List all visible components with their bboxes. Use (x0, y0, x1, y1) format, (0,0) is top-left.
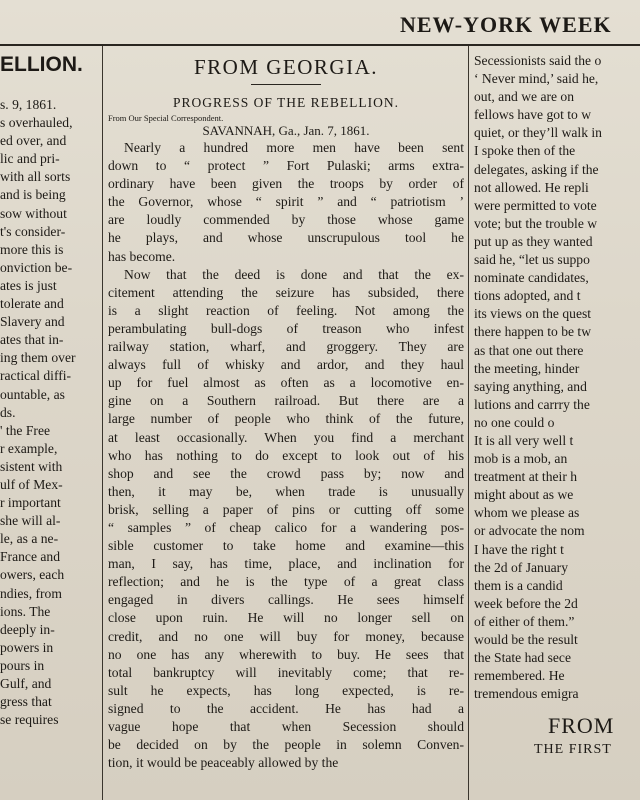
text-line: saying anything, and (474, 378, 587, 394)
text-line: always full of whisky and ardor, and they haul (108, 357, 464, 373)
text-line: shop and see the crowd pass by; now and (108, 465, 464, 481)
text-line: sible customer to take home and examine—this (108, 538, 464, 554)
text-line: as that one out there (474, 342, 584, 358)
text-line: is a slight reaction of feeling. Not among the (108, 302, 464, 318)
text-line: total bankruptcy will inevitably come; that re- (108, 664, 464, 680)
text-line: of either of them.” (474, 613, 575, 629)
text-line: ulf of Mex- (0, 476, 63, 492)
column-rule-left (102, 46, 103, 800)
text-line: gress that (0, 694, 52, 710)
text-line: lutions and carrry the (474, 396, 590, 412)
text-line: credit, and no one will buy for money, because (108, 628, 464, 644)
text-line: Nearly a hundred more men have been sent (124, 140, 464, 155)
text-line: be decided on by the people in solemn Conven- (108, 737, 464, 753)
text-line: might about as we (474, 487, 574, 503)
text-line: large number of people who think of the future, (108, 411, 464, 427)
text-line: I have the right t (474, 541, 564, 557)
text-line: signed to the accident. He has had a (108, 700, 464, 716)
text-line: week before the 2d (474, 595, 578, 611)
article-column (108, 52, 464, 800)
text-line: tolerate and (0, 296, 64, 312)
text-line: close upon ruin. He will no longer sell on (108, 610, 464, 626)
text-line: treatment at their h (474, 469, 578, 485)
text-line: quiet, or they’ll walk in (474, 125, 602, 141)
title-ornament-rule (251, 84, 321, 85)
article-subtitle: PROGRESS OF THE REBELLION. (172, 95, 400, 110)
text-line: t's consider- (0, 223, 66, 239)
text-line: were permitted to vote (474, 197, 597, 213)
text-line: more this is (0, 241, 64, 257)
masthead-rule (0, 44, 640, 46)
text-line: then, it may be, when trade is unusually (108, 483, 464, 499)
text-line: tions adopted, and t (474, 288, 581, 304)
text-line: “ samples ” of cheap calico for a wandering pos- (108, 519, 464, 535)
text-line: are loudly commended by those whose game (108, 212, 464, 228)
text-line: no one could o (474, 414, 555, 430)
text-line: s overhauled, (0, 115, 73, 131)
text-line: sow without (0, 205, 67, 221)
text-line: remembered. He (474, 668, 565, 684)
text-line: delegates, asking if the (474, 161, 599, 177)
text-line: vote; but the trouble w (474, 215, 598, 231)
text-line: Slavery and (0, 314, 65, 330)
text-line: has become. (108, 248, 176, 264)
text-line: not allowed. He repli (474, 179, 589, 195)
text-line: nominate candidates, (474, 270, 589, 286)
text-line: lic and pri- (0, 151, 60, 167)
left-column (0, 52, 96, 800)
text-line: whom we please as (474, 505, 580, 521)
right-column-heading: FROM (548, 713, 615, 739)
text-line: or advocate the nom (474, 523, 585, 539)
text-line: deeply in- (0, 621, 55, 637)
text-line: the State had sece (474, 650, 572, 666)
text-line: s. 9, 1861. (0, 97, 57, 112)
text-line: ractical diffi- (0, 368, 72, 384)
text-line: perambulating bull-dogs of treason who infest (108, 320, 464, 336)
text-line: them is a candid (474, 577, 563, 593)
text-line: brisk, selling a paper of pins or cutting off some (108, 501, 464, 517)
text-line: ates that in- (0, 332, 64, 348)
text-line: I spoke then of the (474, 143, 576, 159)
text-line: se requires (0, 712, 59, 728)
text-line: tion, it would be peaceably allowed by the (108, 755, 339, 771)
text-line: railway station, wharf, and groggery. They are (108, 339, 464, 355)
left-column-text (0, 96, 96, 729)
article-title: FROM GEORGIA. (193, 55, 378, 79)
text-line: ndies, from (0, 585, 62, 601)
text-line: its views on the quest (474, 306, 592, 322)
text-line: onviction be- (0, 259, 73, 275)
text-line: ordinary have been given the troops by order of (108, 176, 464, 192)
text-line: r important (0, 495, 61, 511)
text-line: the 2d of January (474, 559, 568, 575)
text-line: le, as a ne- (0, 531, 59, 547)
text-line: ed over, and (0, 133, 67, 149)
text-line: up for fuel almost as often as a locomotive en- (108, 375, 464, 391)
text-line: reflection; and he is the type of a great class (108, 574, 464, 590)
text-line: ates is just (0, 277, 57, 293)
masthead: NEW-YORK WEEK (400, 12, 612, 37)
text-line: tremendous emigra (474, 686, 579, 702)
text-line: man, I say, has time, place, and inclination for (108, 556, 464, 572)
text-line: France and (0, 549, 61, 565)
text-line: sistent with (0, 458, 63, 474)
text-line: the meeting, hinder (474, 360, 580, 376)
text-line: citement attending the seizure has subsided, there (108, 284, 464, 300)
right-column-text (474, 52, 640, 703)
text-line: engaged in divers callings. He sees himself (108, 592, 464, 608)
right-column-subheading: THE FIRST (534, 742, 612, 758)
text-line: would be the result (474, 632, 578, 647)
text-line: down to “ protect ” Fort Pulaski; arms extra- (108, 158, 464, 174)
text-line: ‘ Never mind,’ said he, (474, 71, 599, 87)
text-line: ing them over (0, 350, 76, 366)
text-line: no one has any wherewith to buy. He sees that (108, 646, 464, 662)
text-line: r example, (0, 440, 58, 456)
text-line: powers in (0, 639, 54, 655)
text-line: and is being (0, 187, 66, 203)
text-line: ions. The (0, 603, 51, 619)
text-line: gine on a Southern railroad. But there are a (108, 393, 464, 409)
text-line: Now that the deed is done and that the ex- (124, 266, 464, 282)
text-line: ' the Free (0, 422, 51, 438)
text-line: pours in (0, 657, 45, 673)
text-line: Secessionists said the o (474, 53, 602, 68)
text-line: owers, each (0, 567, 65, 583)
text-line: fellows have got to w (474, 107, 592, 123)
text-line: ountable, as (0, 386, 65, 402)
text-line: he plays, and whose unscrupulous tool he (108, 230, 464, 246)
right-column (474, 52, 640, 800)
text-line: with all sorts (0, 169, 71, 185)
column-rule-right (468, 46, 469, 800)
text-line: sult he expects, has long expected, is re- (108, 682, 464, 698)
text-line: ds. (0, 404, 16, 420)
text-line: It is all very well t (474, 432, 574, 448)
text-line: who has nothing to do except to look out of his (108, 447, 464, 463)
text-line: at least occasionally. When you find a merchant (108, 429, 464, 445)
text-line: there happen to be tw (474, 324, 592, 340)
article-credit: From Our Special Correspondent. (108, 113, 224, 123)
text-line: she will al- (0, 513, 61, 529)
text-line: vague hope that when Secession should (108, 719, 464, 734)
left-column-heading: ELLION. (0, 53, 83, 76)
text-line: said he, “let us suppo (474, 252, 590, 268)
text-line: put up as they wanted (474, 233, 593, 249)
text-line: the Governor, whose “ spirit ” and “ patriotism ’ (108, 194, 464, 210)
text-line: mob is a mob, an (474, 451, 568, 467)
article-body (108, 139, 464, 772)
text-line: out, and we are on (474, 89, 575, 105)
article-dateline: SAVANNAH, Ga., Jan. 7, 1861. (202, 123, 370, 138)
text-line: Gulf, and (0, 676, 52, 691)
